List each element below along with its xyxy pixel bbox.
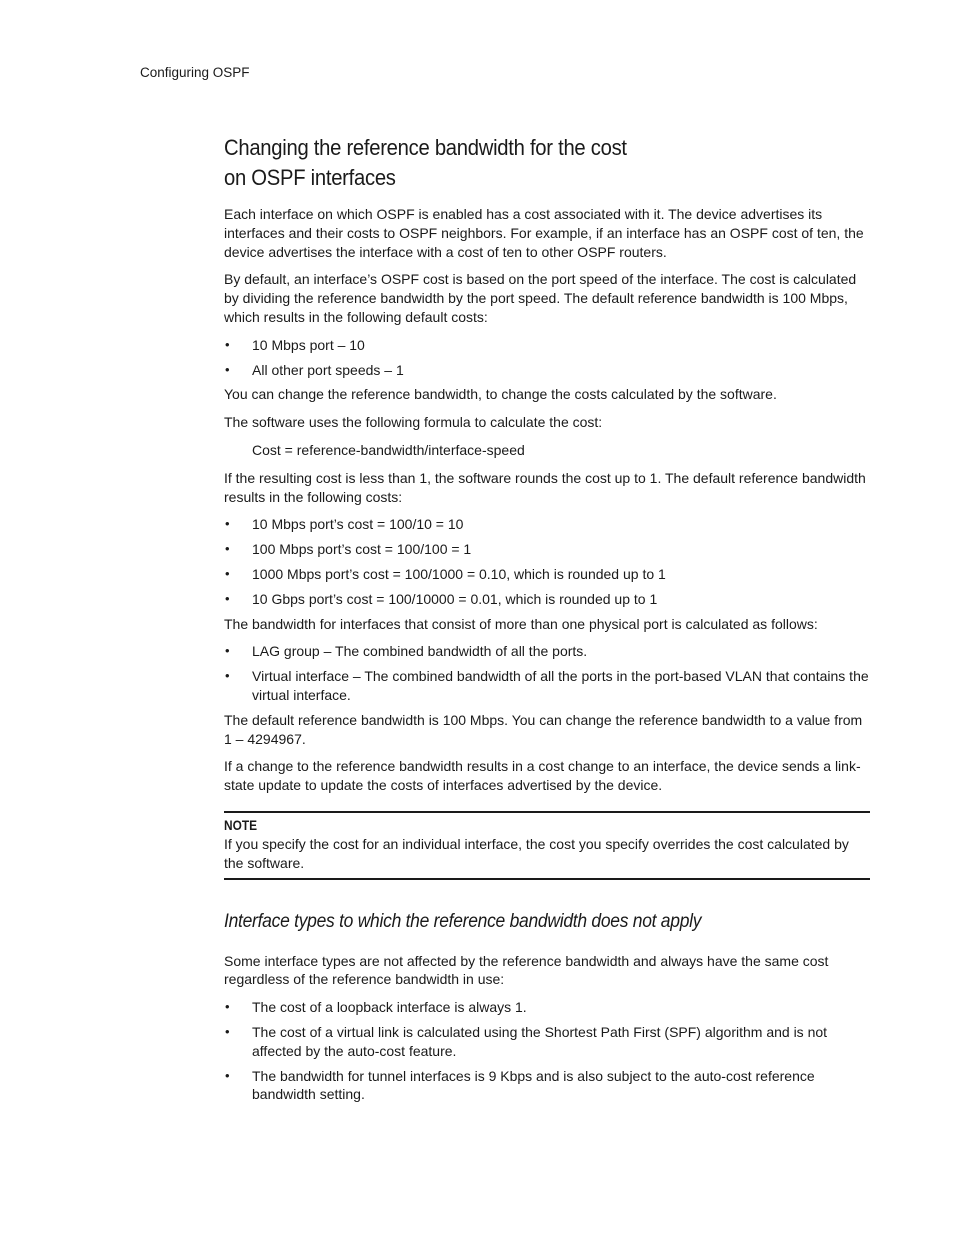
bullet-list-costs xyxy=(224,515,870,608)
bullet-list-exceptions xyxy=(224,998,870,1104)
note-label: NOTE xyxy=(224,817,258,833)
list-item: • LAG group – The combined bandwidth of all the ports. xyxy=(225,643,588,660)
list-item: • 1000 Mbps port’s cost = 100/1000 = 0.10, which is rounded up to 1 xyxy=(225,565,666,582)
bullet-icon: • xyxy=(225,1023,230,1039)
section-heading-line1: Changing the reference bandwidth for the cost xyxy=(224,135,627,160)
list-item: • Virtual interface – The combined bandwidth of all the ports in the port-based VLAN that contains the virtual interface. xyxy=(225,668,869,703)
list-item: • All other port speeds – 1 xyxy=(225,361,404,378)
bullet-icon: • xyxy=(225,643,230,659)
bullet-icon: • xyxy=(225,516,230,532)
bullet-icon: • xyxy=(225,565,230,581)
page-content xyxy=(224,133,870,1110)
bullet-icon: • xyxy=(225,590,230,606)
paragraph: Each interface on which OSPF is enabled has a cost associated with it. The device advertises its interfaces and their costs to OSPF neighbors. For example, if an interface has an OSPF cost of ten, the device advertises the interface with a cost of ten to other OSPF routers. xyxy=(224,206,864,260)
paragraph: If a change to the reference bandwidth results in a cost change to an interface, the device sends a link-state update to update the costs of interfaces advertised by the device. xyxy=(224,758,861,794)
paragraph: If the resulting cost is less than 1, the software rounds the cost up to 1. The default reference bandwidth results in the following costs: xyxy=(224,469,866,505)
section-heading-line2: on OSPF interfaces xyxy=(224,165,396,190)
bullet-icon: • xyxy=(225,541,230,557)
bullet-icon: • xyxy=(225,361,230,377)
paragraph: By default, an interface’s OSPF cost is based on the port speed of the interface. The cost is calculated by dividing the reference bandwidth by the port speed. The default reference bandwidth is 100 Mbps, which results in the following default costs: xyxy=(224,271,857,325)
bullet-icon: • xyxy=(225,999,230,1015)
paragraph: The bandwidth for interfaces that consist of more than one physical port is calculated as follows: xyxy=(224,615,818,632)
bullet-icon: • xyxy=(225,336,230,352)
section-heading xyxy=(224,133,647,193)
bullet-list-default-costs xyxy=(224,336,870,380)
list-item: • The cost of a virtual link is calculated using the Shortest Path First (SPF) algorithm and is not affected by the auto-cost feature. xyxy=(225,1023,828,1059)
paragraph: Some interface types are not affected by the reference bandwidth and always have the same cost regardless of the reference bandwidth in use: xyxy=(224,952,829,988)
bullet-icon: • xyxy=(225,668,230,684)
subsection-heading: Interface types to which the reference bandwidth does not apply xyxy=(224,910,702,932)
paragraph: The default reference bandwidth is 100 Mbps. You can change the reference bandwidth to a value from 1 – 4294967. xyxy=(224,711,863,747)
cost-formula: Cost = reference-bandwidth/interface-speed xyxy=(252,441,525,458)
running-header: Configuring OSPF xyxy=(140,65,250,80)
list-item: • The bandwidth for tunnel interfaces is 9 Kbps and is also subject to the auto-cost reference bandwidth setting. xyxy=(225,1067,815,1103)
list-item: • 10 Mbps port’s cost = 100/10 = 10 xyxy=(225,516,464,533)
list-item: • The cost of a loopback interface is always 1. xyxy=(225,999,527,1016)
list-item: • 10 Gbps port’s cost = 100/10000 = 0.01, which is rounded up to 1 xyxy=(225,590,658,607)
paragraph: You can change the reference bandwidth, to change the costs calculated by the software. xyxy=(224,386,777,403)
note-box xyxy=(224,811,870,880)
note-text: If you specify the cost for an individual interface, the cost you specify overrides the cost calculated by the software. xyxy=(224,835,849,871)
bullet-list-multiport xyxy=(224,642,870,704)
list-item: • 100 Mbps port’s cost = 100/100 = 1 xyxy=(225,541,472,558)
bullet-icon: • xyxy=(225,1067,230,1083)
paragraph: The software uses the following formula to calculate the cost: xyxy=(224,414,603,431)
list-item: • 10 Mbps port – 10 xyxy=(225,336,365,353)
